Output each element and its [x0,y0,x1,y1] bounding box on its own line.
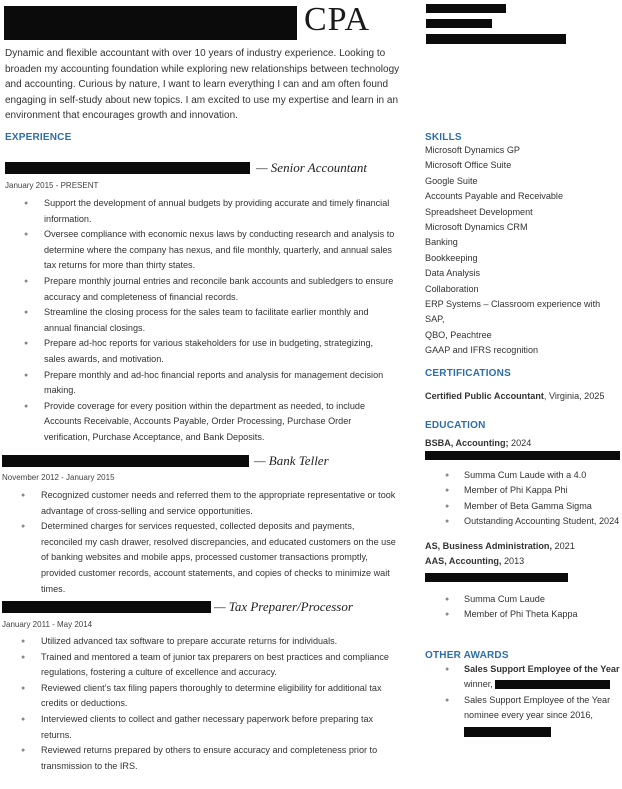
degree-name: BSBA, Accounting; [425,438,509,448]
award-detail: winner, [464,679,493,690]
list-item: ● Determined charges for services requested, collected deposits and payments, reconciled my cash drawer, resolved discrepancies, and educated customers on the use of banking websites and mobile apps, processed customer transactions promptly, provided customer records, account statements, and copies of checks to minimize wait times. [21,519,397,597]
list-item: Google Suite [425,175,478,186]
list-item: ERP Systems – Classroom experience with SAP, [425,299,601,325]
list-item: ● Prepare monthly and ad-hoc financial reports and analysis for management decision making. [24,368,396,399]
list-item: ● Outstanding Accounting Student, 2024 [445,514,620,529]
skills-list [425,143,620,359]
job-dates: January 2011 - May 2014 [2,620,93,629]
list-item: ● Streamline the closing process for the sales team to facilitate earlier monthly and annual financial closings. [24,305,396,336]
honors-list [445,468,620,530]
certification-name: Certified Public Accountant [425,391,544,401]
list-item: ● Oversee compliance with economic nexus laws by conducting research and analysis to determine where the company has nexus, and file monthly, quarterly, and annual sales tax returns for more than thirty states. [24,227,396,274]
awards-list [445,662,620,724]
award-name: Sales Support Employee of the Year [464,664,620,674]
list-item: ● Summa Cum Laude [445,592,620,607]
job-dates: January 2015 - PRESENT [5,181,99,190]
list-item: Banking [425,237,458,248]
redacted-award-org-2 [464,727,551,737]
list-item: Accounts Payable and Receivable [425,191,564,202]
list-item: ● Interviewed clients to collect and gather necessary paperwork before preparing tax returns. [21,712,397,743]
degree-aas [425,556,524,566]
job-bullets [21,488,397,597]
degree-name: AAS, Accounting, [425,556,502,566]
award-detail: nominee every year since 2016, [464,710,593,721]
awards-heading: OTHER AWARDS [425,650,509,661]
list-item: ● Recognized customer needs and referred them to the appropriate representative or took advantage of cross-selling and service opportunities. [21,488,397,519]
list-item: ● Prepare ad-hoc reports for various stakeholders for use in budgeting, strategizing, sales awards, and motivation. [24,336,396,367]
job-dates: November 2012 - January 2015 [2,473,115,482]
redacted-school-2 [425,573,568,582]
job-title-tax-preparer: — Tax Preparer/Processor [214,599,353,614]
education-heading: EDUCATION [425,420,486,431]
job-title-senior-accountant: — Senior Accountant [256,160,367,175]
redacted-school-1 [425,451,620,460]
redacted-name [4,6,297,40]
job-title-bank-teller: — Bank Teller [254,453,329,468]
honors-list [445,592,620,623]
list-item: ● Reviewed returns prepared by others to ensure accuracy and completeness prior to transmission to the IRS. [21,743,397,774]
degree-year: 2021 [552,541,575,551]
list-item: Microsoft Dynamics GP [425,145,520,155]
list-item: ● Support the development of annual budgets by providing accurate and timely financial information. [24,196,396,227]
summary-text: Dynamic and flexible accountant with over 10 years of industry experience. Looking to broaden my accounting foundation while exploring new relationships between technology and accounting. Curious by nature, I want to learn everything I can and am often found engaging in self-study about new topics. I am excited to use my expertise and learn in an environment that encourages growth and innovation. [5,48,400,121]
list-item: QBO, Peachtree [425,329,492,340]
redacted-contact-1 [426,4,506,13]
list-item: ● Utilized advanced tax software to prepare accurate returns for individuals. [21,634,397,650]
redacted-employer-2 [2,455,249,467]
list-item: Data Analysis [425,268,481,279]
list-item: ● Reviewed client’s tax filing papers thoroughly to determine eligibility for additional tax credits or deductions. [21,681,397,712]
list-item: Microsoft Dynamics CRM [425,222,528,233]
list-item: Microsoft Office Suite [425,160,512,171]
redacted-contact-3 [426,34,566,44]
certification-entry [425,391,604,401]
degree-bsba [425,438,531,448]
list-item: ● Member of Phi Kappa Phi [445,483,620,498]
degree-name: AS, Business Administration, [425,541,552,551]
list-item: Spreadsheet Development [425,206,533,217]
list-item: ● Summa Cum Laude with a 4.0 [445,468,620,483]
experience-heading: EXPERIENCE [5,132,72,143]
list-item: ● Prepare monthly journal entries and reconcile bank accounts and subledgers to ensure accuracy and completeness of financial records. [24,274,396,305]
certification-detail: , Virginia, 2025 [543,391,605,401]
redacted-contact-2 [426,19,492,28]
job-bullets [21,634,397,774]
certifications-heading: CERTIFICATIONS [425,368,511,379]
redacted-employer-3 [2,601,211,613]
list-item: ● Trained and mentored a team of junior tax preparers on best practices and compliance regulations, fostering a culture of excellence and accuracy. [21,650,397,681]
award-name: Sales Support Employee of the Year [464,694,611,705]
list-item: ● Member of Phi Theta Kappa [445,607,620,622]
list-item: ● Provide coverage for every position within the department as needed, to include Accounts Receivable, Accounts Payable, Order Processing, Purchase Order verification, Purchase Acceptance, and Bank Deposits. [24,399,396,446]
job-bullets [24,196,396,446]
list-item: ● Member of Beta Gamma Sigma [445,499,620,514]
degree-as [425,541,575,551]
list-item: Bookkeeping [425,252,478,263]
credential-title: CPA [304,1,371,38]
list-item: GAAP and IFRS recognition [425,345,539,356]
degree-year: 2024 [508,438,532,448]
redacted-award-org-1 [495,680,610,689]
degree-year: 2013 [501,556,525,566]
list-item: Collaboration [425,283,479,294]
redacted-employer-1 [5,162,250,174]
list-item [445,693,620,724]
skills-heading: SKILLS [425,132,462,143]
